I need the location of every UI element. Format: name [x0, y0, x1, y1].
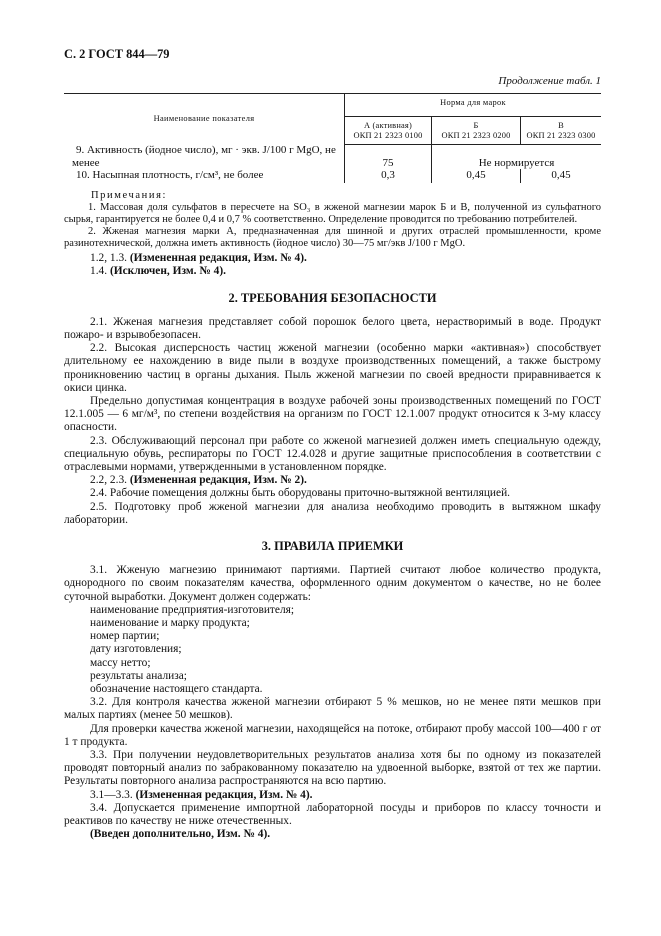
paragraph: 3.2. Для контроля качества жженой магнезии отбирают 5 % мешков, но не менее пяти мешков при малых партиях (менее 50 мешков). [64, 696, 601, 722]
paragraph: 3.3. При получении неудовлетворительных результатов анализа хотя бы по одному из показателей проводят повторный анализ по забракованному показателю на удвоенной выборке, взятой от тех же партии. Результаты повторного анализа распространяются на всю партию. [64, 749, 601, 788]
row-name: 9. Активность (йодное число), мг · экв. J/100 г MgO, не менее [64, 144, 345, 169]
paragraph: Предельно допустимая концентрация в воздухе рабочей зоны производственных помещений по ГОСТ 12.1.005 — 6 мг/м³, по степени воздействия на организм по ГОСТ 12.1.007 продукт относится к 3-му классу опасности. [64, 394, 601, 434]
amendment-ref: (Введен дополнительно, Изм. № 4). [90, 828, 271, 841]
notes-title: Примечания: [91, 189, 168, 201]
list-item: наименование предприятия-изготовителя; [90, 603, 295, 616]
paragraph: Для проверки качества жженой магнезии, находящейся на потоке, отбирают пробу массой 100—400 г от 1 т продукта. [64, 722, 601, 748]
table-continuation-label: Продолжение табл. 1 [498, 75, 601, 88]
row-value-a: 0,3 [345, 169, 432, 182]
row-value-bc: Не нормируется [478, 156, 555, 169]
note-item: 2. Жженая магнезия марки А, предназначенная для шинной и других отраслей промышленности, кроме разинотехнической, должна иметь активность (йодное число) 30—75 мг/экв J/100 г MgO. [64, 226, 601, 250]
page-header: С. 2 ГОСТ 844—79 [64, 47, 170, 61]
paragraph: 3.1. Жженую магнезию принимают партиями. Партией считают любое количество продукта, однородного по своим показателям качества, оформленного одним документом о качестве, но не более суточной выработки. Документ должен содержать: [64, 564, 601, 603]
paragraph: 2.5. Подготовку проб жженой магнезии для анализа необходимо проводить в вытяжном шкафу лаборатории. [64, 500, 601, 526]
grade-c-header: В ОКП 21 2323 0300 [521, 117, 602, 145]
row-value-a: 75 [345, 144, 432, 169]
section-title: 2. ТРЕБОВАНИЯ БЕЗОПАСНОСТИ [228, 290, 437, 305]
amendment-ref: 3.1—3.3. (Измененная редакция, Изм. № 4). [90, 788, 313, 801]
amendment-ref: 1.2, 1.3. (Измененная редакция, Изм. № 4). [90, 252, 307, 265]
grade-b-header: Б ОКП 21 2323 0200 [432, 117, 521, 145]
table-row [64, 144, 601, 169]
table-row [64, 169, 601, 182]
column-header-norm: Норма для марок [345, 94, 602, 117]
section-title: 3. ПРАВИЛА ПРИЕМКИ [261, 538, 404, 553]
paragraph: 2.2. Высокая дисперсность частиц жженой магнезии (особенно марки «активная») способствует длительному ее нахождению в виде пыли в воздухе производственных помещений, а также быстрому проникновению частиц в органы дыхания. Пыль жженой магнезии по своей вредности приравнивается к окиси цинка. [64, 342, 601, 394]
grade-a-header: А (активная) ОКП 21 2323 0100 [345, 117, 432, 145]
amendment-ref: 2.2, 2.3. (Измененная редакция, Изм. № 2). [90, 474, 307, 487]
row-value-b: 0,45 [432, 169, 521, 182]
column-header-name: Наименование показателя [64, 94, 345, 145]
list-item: дату изготовления; [90, 643, 182, 656]
list-item: массу нетто; [90, 656, 151, 669]
row-value-c: 0,45 [551, 169, 571, 182]
paragraph: 3.4. Допускается применение импортной лабораторной посуды и приборов по классу точности и реактивов по качеству не ниже отечественных. [64, 801, 601, 828]
list-item: номер партии; [90, 630, 160, 643]
list-item: результаты анализа; [90, 669, 187, 682]
paragraph: 2.1. Жженая магнезия представляет собой порошок белого цвета, нерастворимый в воде. Продукт пожаро- и взрывобезопасен. [64, 315, 601, 341]
amendment-ref: 1.4. (Исключен, Изм. № 4). [90, 265, 226, 278]
document-page [64, 48, 601, 841]
list-item: обозначение настоящего стандарта. [90, 683, 263, 695]
paragraph: 2.3. Обслуживающий персонал при работе со жженой магнезией должен иметь специальную одежду, специальную обувь, респираторы по ГОСТ 12.4.028 и другие защитные приспособления в соответствии с отраслевыми нормами, утвержденными в установленном порядке. [64, 434, 601, 473]
list-item: наименование и марку продукта; [90, 616, 250, 629]
note-item: 1. Массовая доля сульфатов в пересчете на SO₃ в жженой магнезии марок Б и В, полученной из сульфатного сырья, гарантируется не более 0,4 и 0,7 % соответственно. Определение проводится по требованию потребителей. [64, 202, 601, 226]
paragraph: 2.4. Рабочие помещения должны быть оборудованы приточно-вытяжной вентиляцией. [90, 487, 511, 500]
specification-table [64, 93, 601, 183]
row-name: 10. Насыпная плотность, г/см³, не более [64, 169, 345, 182]
